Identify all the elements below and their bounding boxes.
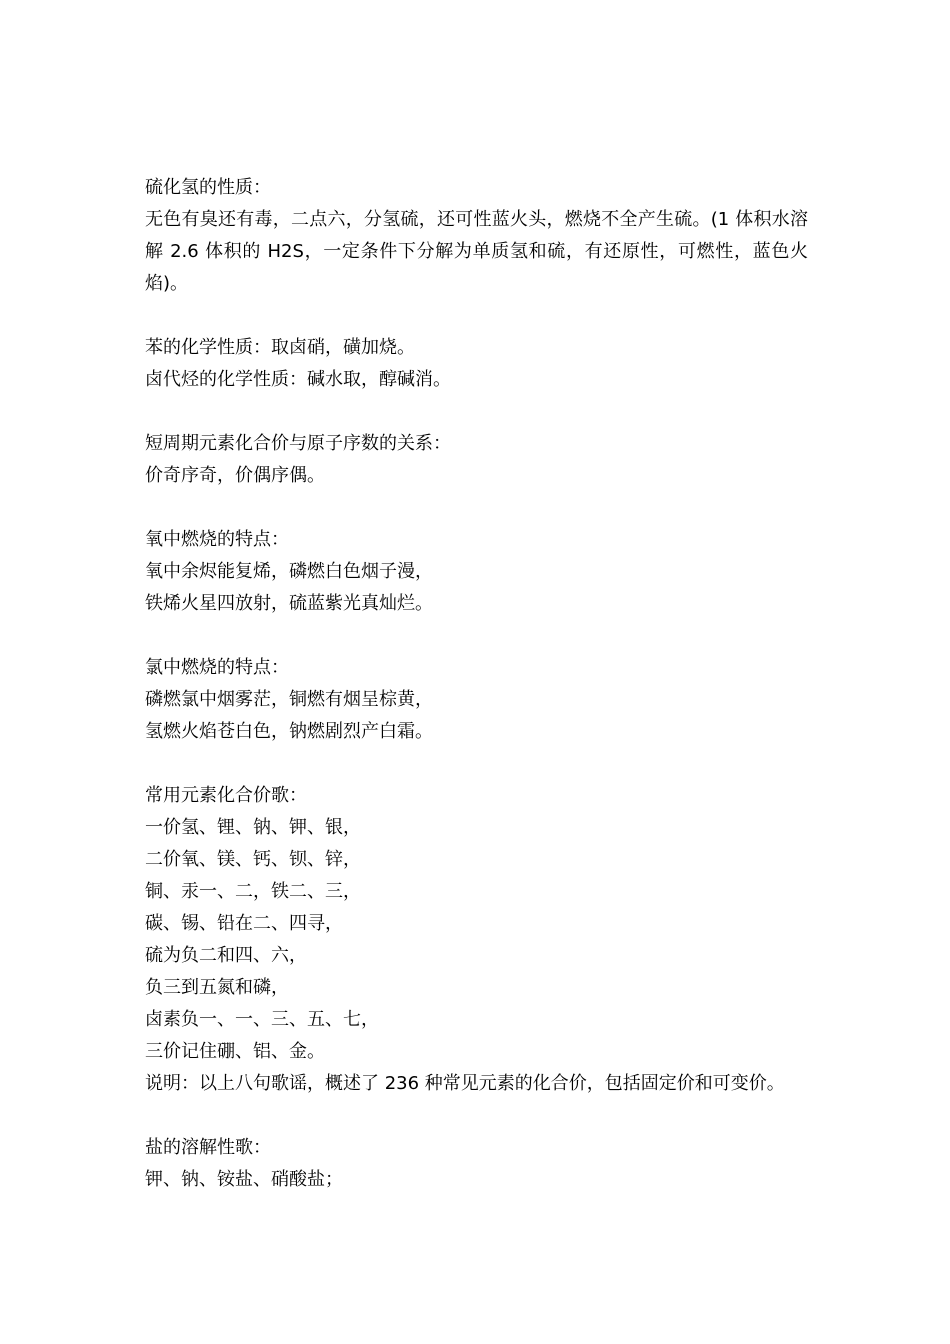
document-body: [145, 172, 808, 1196]
text-line: 一价氢、锂、钠、钾、银，: [145, 817, 361, 838]
spacer: [145, 748, 808, 780]
text-line-valence-parity: 价奇序奇，价偶序偶。: [145, 465, 325, 486]
text-line: 氧中余烬能复烯，磷燃白色烟子漫，: [145, 561, 433, 582]
note-valence-song: 说明：以上八句歌谣，概述了 236 种常见元素的化合价，包括固定价和可变价。: [145, 1073, 785, 1094]
text-line: 卤素负一、一、三、五、七，: [145, 1009, 379, 1030]
spacer: [145, 396, 808, 428]
section-heading-valence-parity: 短周期元素化合价与原子序数的关系：: [145, 433, 451, 454]
text-line: 负三到五氮和磷，: [145, 977, 289, 998]
text-line: 碳、锡、铅在二、四寻，: [145, 913, 343, 934]
spacer: [145, 300, 808, 332]
text-line: 铁烯火星四放射，硫蓝紫光真灿烂。: [145, 593, 433, 614]
section-heading-chlorine-combustion: 氯中燃烧的特点：: [145, 657, 289, 678]
spacer: [145, 620, 808, 652]
text-line: 钾、钠、铵盐、硝酸盐；: [145, 1169, 343, 1190]
text-line-haloalkane: 卤代烃的化学性质：碱水取，醇碱消。: [145, 369, 451, 390]
text-line: 二价氧、镁、钙、钡、锌，: [145, 849, 361, 870]
spacer: [145, 492, 808, 524]
text-line: 三价记住硼、铝、金。: [145, 1041, 325, 1062]
text-line: 磷燃氯中烟雾茫，铜燃有烟呈棕黄，: [145, 689, 433, 710]
section-heading-hydrogen-sulfide: 硫化氢的性质：: [145, 177, 271, 198]
text-line: 铜、汞一、二，铁二、三，: [145, 881, 361, 902]
section-heading-valence-song: 常用元素化合价歌：: [145, 785, 307, 806]
section-heading-salt-solubility: 盐的溶解性歌：: [145, 1137, 271, 1158]
text-line-benzene: 苯的化学性质：取卤硝，磺加烧。: [145, 337, 415, 358]
paragraph-hydrogen-sulfide: 无色有臭还有毒，二点六，分氢硫，还可性蓝火头，燃烧不全产生硫。(1 体积水溶解 2.6 体积的 H2S，一定条件下分解为单质氢和硫，有还原性，可燃性，蓝色火焰)。: [145, 209, 808, 294]
section-heading-oxygen-combustion: 氧中燃烧的特点：: [145, 529, 289, 550]
spacer: [145, 1100, 808, 1132]
text-line: 硫为负二和四、六，: [145, 945, 307, 966]
text-line: 氢燃火焰苍白色，钠燃剧烈产白霜。: [145, 721, 433, 742]
